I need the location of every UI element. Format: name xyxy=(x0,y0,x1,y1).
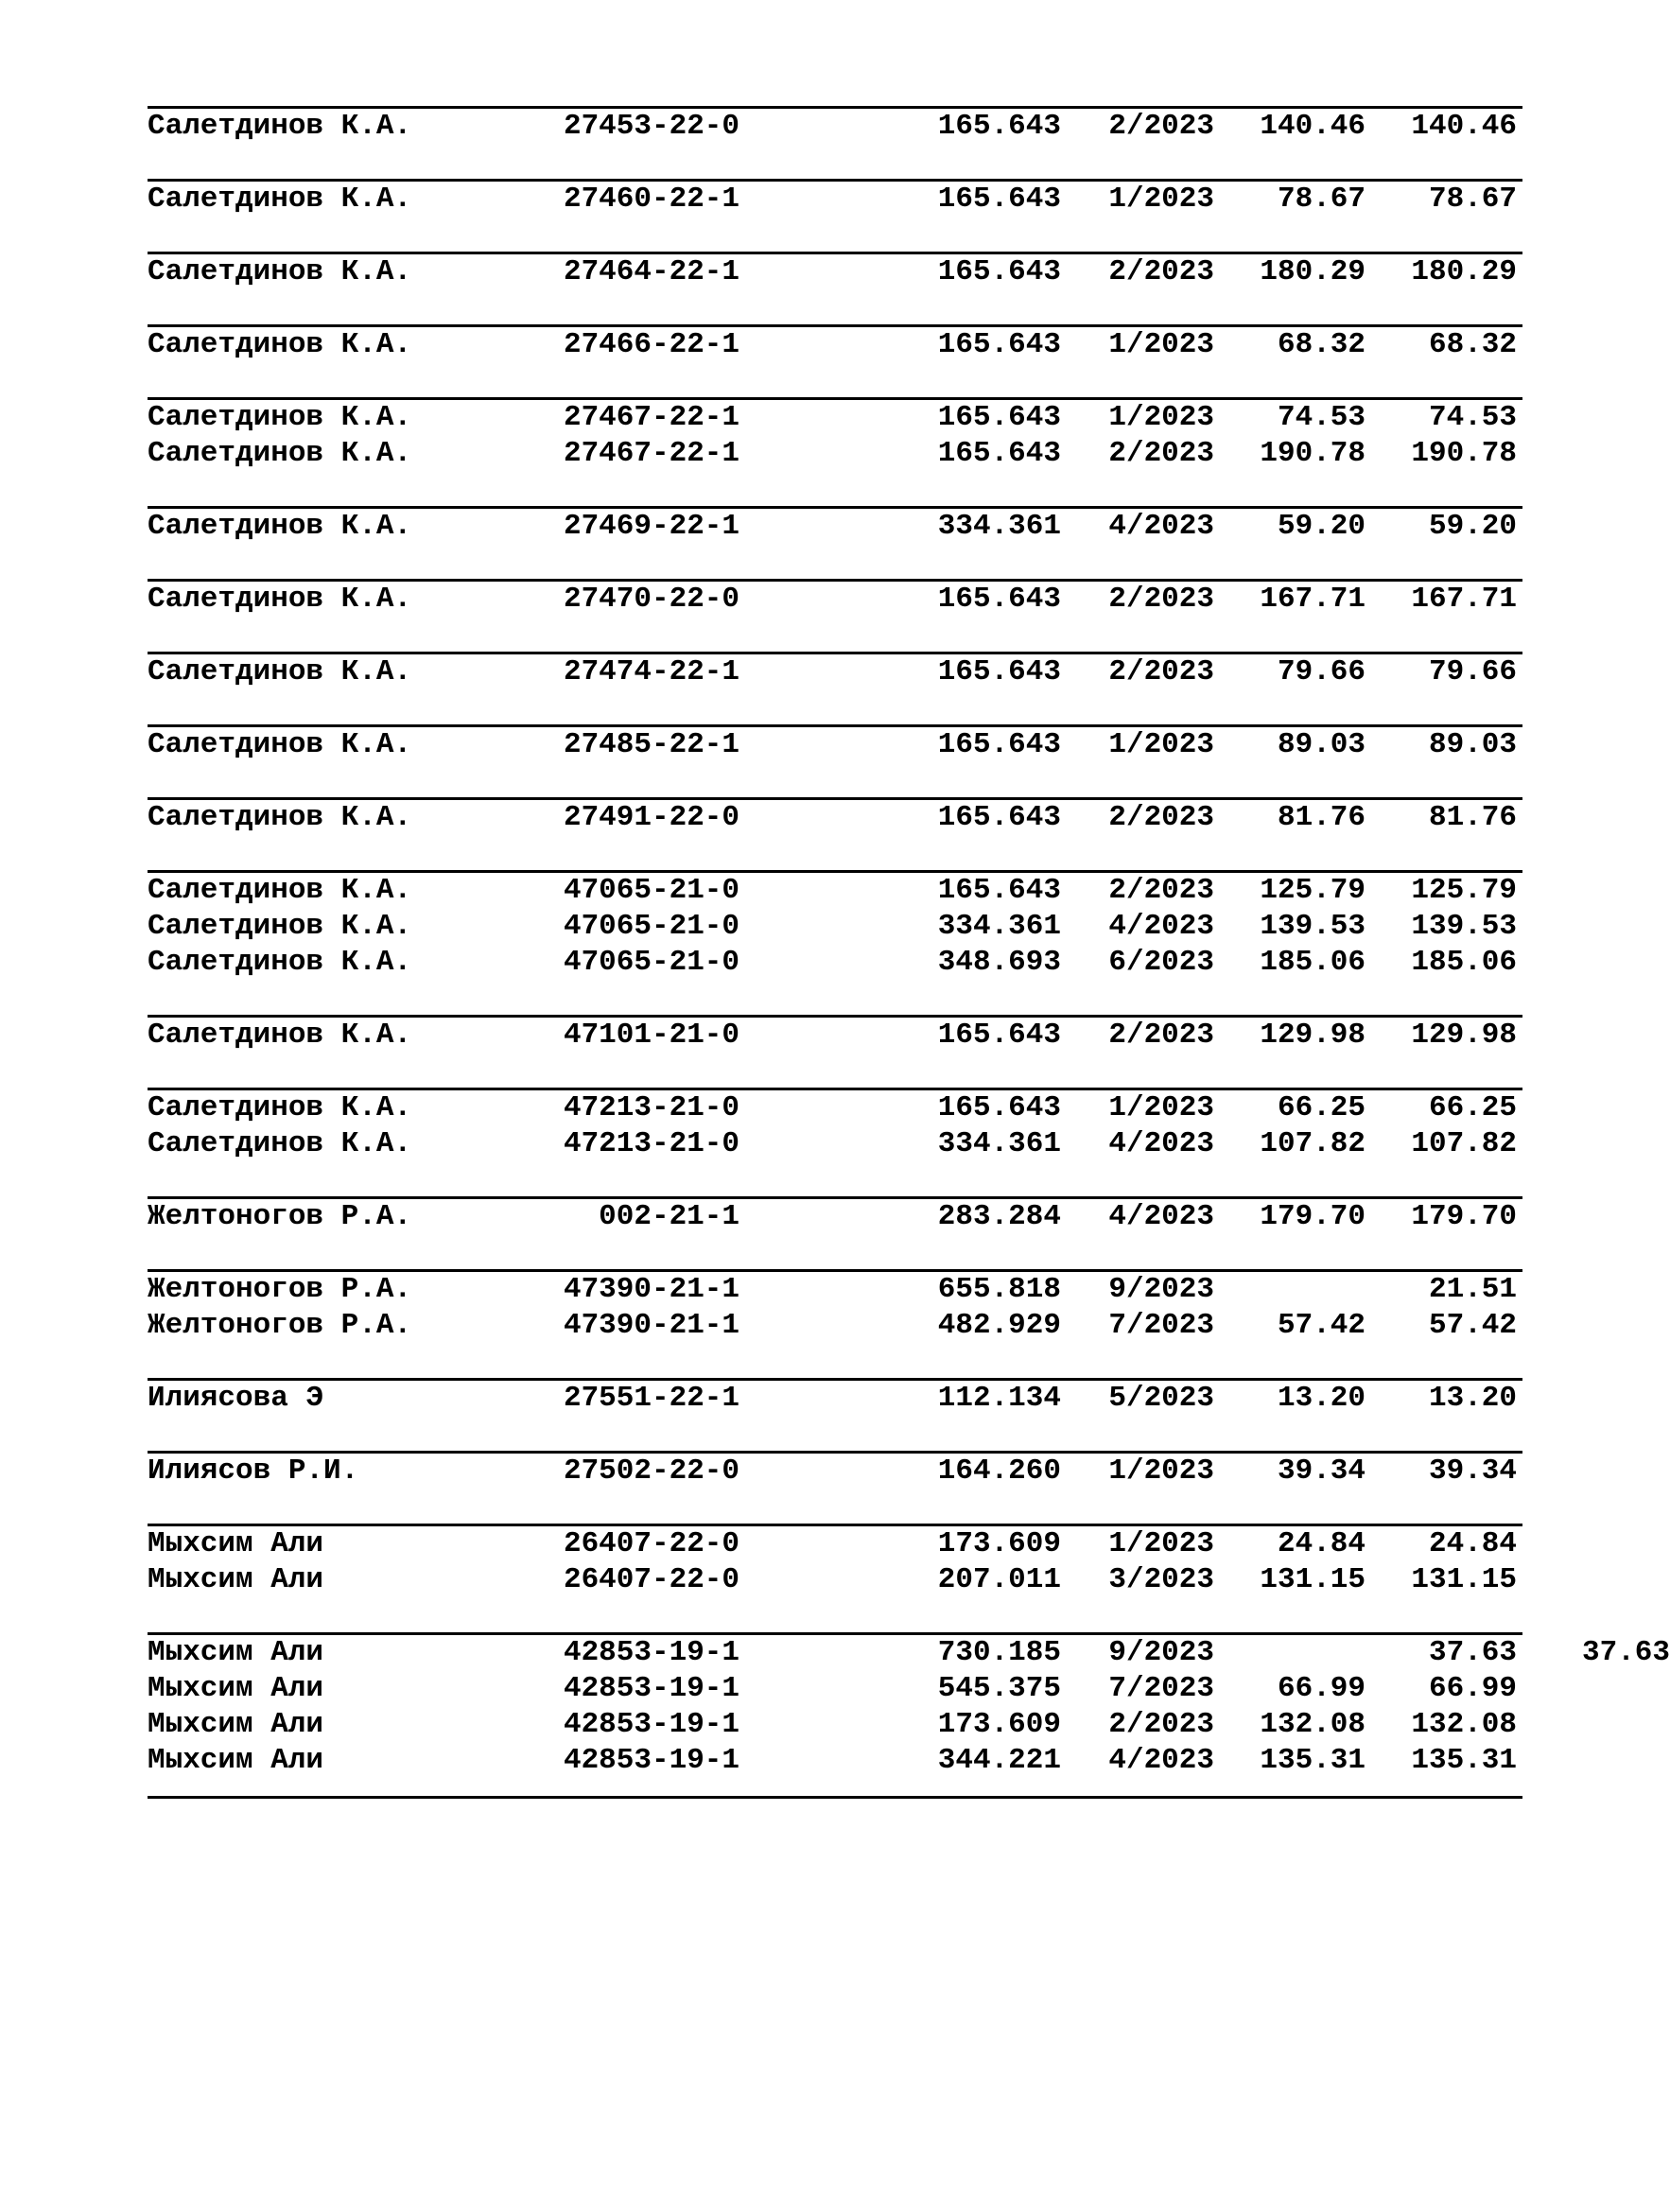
person-name: Мыхсим Али xyxy=(148,1672,324,1705)
record-group xyxy=(148,724,1522,763)
charged-amount: 39.34 xyxy=(1277,1454,1366,1488)
charged-amount: 107.82 xyxy=(1260,1127,1366,1160)
person-name: Салетдинов К.А. xyxy=(148,437,412,470)
total-amount: 39.34 xyxy=(1428,1454,1517,1488)
extra-amount: 37.63 xyxy=(1581,1636,1670,1669)
record-group xyxy=(148,1632,1670,1779)
account-number: 27474-22-1 xyxy=(563,655,739,688)
person-name: Салетдинов К.А. xyxy=(148,874,412,907)
total-amount: 68.32 xyxy=(1428,328,1517,361)
record-group xyxy=(148,579,1522,618)
charged-amount: 167.71 xyxy=(1260,583,1366,616)
table-row xyxy=(148,727,1522,763)
person-name: Мыхсим Али xyxy=(148,1708,324,1741)
account-number: 27467-22-1 xyxy=(563,401,739,434)
charged-amount: 78.67 xyxy=(1277,183,1366,216)
total-amount: 140.46 xyxy=(1411,110,1517,143)
table-row xyxy=(148,436,1522,472)
tariff-value: 334.361 xyxy=(937,510,1061,543)
charged-amount: 135.31 xyxy=(1260,1744,1366,1777)
tariff-value: 165.643 xyxy=(937,1091,1061,1124)
person-name: Салетдинов К.А. xyxy=(148,110,412,143)
billing-period: 2/2023 xyxy=(1108,1019,1214,1052)
table-row xyxy=(148,654,1522,690)
billing-period: 2/2023 xyxy=(1108,1708,1214,1741)
person-name: Салетдинов К.А. xyxy=(148,946,412,979)
tariff-value: 655.818 xyxy=(937,1273,1061,1306)
table-row xyxy=(148,254,1522,290)
account-number: 27466-22-1 xyxy=(563,328,739,361)
account-number: 47065-21-0 xyxy=(563,910,739,943)
table-row xyxy=(148,1454,1522,1489)
total-amount: 190.78 xyxy=(1411,437,1517,470)
charged-amount: 190.78 xyxy=(1260,437,1366,470)
person-name: Салетдинов К.А. xyxy=(148,510,412,543)
table-row xyxy=(148,400,1522,436)
billing-period: 2/2023 xyxy=(1108,655,1214,688)
account-number: 27491-22-0 xyxy=(563,801,739,834)
account-number: 27485-22-1 xyxy=(563,728,739,761)
billing-period: 1/2023 xyxy=(1108,401,1214,434)
total-amount: 57.42 xyxy=(1428,1309,1517,1342)
billing-period: 7/2023 xyxy=(1108,1672,1214,1705)
tariff-value: 344.221 xyxy=(937,1744,1061,1777)
account-number: 47213-21-0 xyxy=(563,1127,739,1160)
table-row xyxy=(148,1671,1522,1707)
tariff-value: 165.643 xyxy=(937,655,1061,688)
person-name: Желтоногов Р.А. xyxy=(148,1309,412,1342)
billing-period: 1/2023 xyxy=(1108,1091,1214,1124)
person-name: Салетдинов К.А. xyxy=(148,255,412,288)
billing-period: 9/2023 xyxy=(1108,1636,1214,1669)
billing-period: 2/2023 xyxy=(1108,437,1214,470)
tariff-value: 334.361 xyxy=(937,910,1061,943)
billing-period: 4/2023 xyxy=(1108,510,1214,543)
charged-amount: 140.46 xyxy=(1260,110,1366,143)
billing-period: 1/2023 xyxy=(1108,728,1214,761)
charged-amount: 57.42 xyxy=(1277,1309,1366,1342)
account-number: 27453-22-0 xyxy=(563,110,739,143)
total-amount: 13.20 xyxy=(1428,1382,1517,1415)
table-row xyxy=(148,1743,1522,1779)
tariff-value: 165.643 xyxy=(937,874,1061,907)
table-row xyxy=(148,327,1522,363)
tariff-value: 164.260 xyxy=(937,1454,1061,1488)
billing-period: 4/2023 xyxy=(1108,1200,1214,1233)
charged-amount: 66.99 xyxy=(1277,1672,1366,1705)
billing-period: 3/2023 xyxy=(1108,1563,1214,1596)
record-group xyxy=(148,652,1522,690)
billing-period: 2/2023 xyxy=(1108,874,1214,907)
record-group xyxy=(148,1524,1522,1598)
end-divider xyxy=(148,1796,1522,1799)
person-name: Салетдинов К.А. xyxy=(148,1127,412,1160)
total-amount: 167.71 xyxy=(1411,583,1517,616)
record-group xyxy=(148,1015,1522,1054)
tariff-value: 173.609 xyxy=(937,1527,1061,1560)
tariff-value: 165.643 xyxy=(937,801,1061,834)
tariff-value: 112.134 xyxy=(937,1382,1061,1415)
table-row xyxy=(148,873,1522,909)
charged-amount: 180.29 xyxy=(1260,255,1366,288)
table-row xyxy=(148,1018,1522,1054)
table-row xyxy=(148,182,1522,218)
charged-amount: 24.84 xyxy=(1277,1527,1366,1560)
charged-amount: 131.15 xyxy=(1260,1563,1366,1596)
account-number: 27502-22-0 xyxy=(563,1454,739,1488)
table-row xyxy=(148,109,1522,145)
billing-period: 2/2023 xyxy=(1108,110,1214,143)
tariff-value: 545.375 xyxy=(937,1672,1061,1705)
table-row xyxy=(148,945,1522,981)
tariff-value: 730.185 xyxy=(937,1636,1061,1669)
tariff-value: 165.643 xyxy=(937,728,1061,761)
total-amount: 135.31 xyxy=(1411,1744,1517,1777)
person-name: Мыхсим Али xyxy=(148,1563,324,1596)
tariff-value: 165.643 xyxy=(937,183,1061,216)
account-number: 26407-22-0 xyxy=(563,1527,739,1560)
charged-amount: 185.06 xyxy=(1260,946,1366,979)
total-amount: 81.76 xyxy=(1428,801,1517,834)
tariff-value: 165.643 xyxy=(937,110,1061,143)
tariff-value: 165.643 xyxy=(937,1019,1061,1052)
person-name: Салетдинов К.А. xyxy=(148,401,412,434)
person-name: Салетдинов К.А. xyxy=(148,655,412,688)
account-number: 27469-22-1 xyxy=(563,510,739,543)
tariff-value: 207.011 xyxy=(937,1563,1061,1596)
billing-period: 2/2023 xyxy=(1108,801,1214,834)
total-amount: 180.29 xyxy=(1411,255,1517,288)
table-row xyxy=(148,1526,1522,1562)
tariff-value: 165.643 xyxy=(937,328,1061,361)
tariff-value: 165.643 xyxy=(937,255,1061,288)
table-row xyxy=(148,800,1522,836)
account-number: 47065-21-0 xyxy=(563,874,739,907)
person-name: Салетдинов К.А. xyxy=(148,183,412,216)
total-amount: 66.25 xyxy=(1428,1091,1517,1124)
total-amount: 78.67 xyxy=(1428,183,1517,216)
billing-period: 2/2023 xyxy=(1108,583,1214,616)
person-name: Илиясов Р.И. xyxy=(148,1454,359,1488)
account-number: 42853-19-1 xyxy=(563,1672,739,1705)
charged-amount: 13.20 xyxy=(1277,1382,1366,1415)
billing-period: 4/2023 xyxy=(1108,1127,1214,1160)
table-row xyxy=(148,509,1522,545)
account-number: 47390-21-1 xyxy=(563,1309,739,1342)
charged-amount: 129.98 xyxy=(1260,1019,1366,1052)
person-name: Желтоногов Р.А. xyxy=(148,1200,412,1233)
record-group xyxy=(148,870,1522,981)
table-row xyxy=(148,1272,1522,1308)
billing-period: 2/2023 xyxy=(1108,255,1214,288)
table-row xyxy=(148,1707,1522,1743)
tariff-value: 165.643 xyxy=(937,583,1061,616)
account-number: 26407-22-0 xyxy=(563,1563,739,1596)
tariff-value: 482.929 xyxy=(937,1309,1061,1342)
person-name: Салетдинов К.А. xyxy=(148,1019,412,1052)
table-row xyxy=(148,1199,1522,1235)
charged-amount: 132.08 xyxy=(1260,1708,1366,1741)
charged-amount: 139.53 xyxy=(1260,910,1366,943)
tariff-value: 283.284 xyxy=(937,1200,1061,1233)
total-amount: 129.98 xyxy=(1411,1019,1517,1052)
table-row xyxy=(148,909,1522,945)
account-number: 42853-19-1 xyxy=(563,1744,739,1777)
billing-period: 9/2023 xyxy=(1108,1273,1214,1306)
person-name: Салетдинов К.А. xyxy=(148,1091,412,1124)
account-number: 47213-21-0 xyxy=(563,1091,739,1124)
billing-period: 1/2023 xyxy=(1108,183,1214,216)
total-amount: 179.70 xyxy=(1411,1200,1517,1233)
person-name: Мыхсим Али xyxy=(148,1527,324,1560)
charged-amount: 125.79 xyxy=(1260,874,1366,907)
person-name: Салетдинов К.А. xyxy=(148,801,412,834)
record-group xyxy=(148,252,1522,290)
table-row xyxy=(148,1562,1522,1598)
billing-period: 4/2023 xyxy=(1108,1744,1214,1777)
table-row xyxy=(148,1635,1670,1671)
tariff-value: 348.693 xyxy=(937,946,1061,979)
person-name: Салетдинов К.А. xyxy=(148,328,412,361)
total-amount: 79.66 xyxy=(1428,655,1517,688)
account-number: 42853-19-1 xyxy=(563,1636,739,1669)
person-name: Салетдинов К.А. xyxy=(148,728,412,761)
total-amount: 21.51 xyxy=(1428,1273,1517,1306)
record-group xyxy=(148,1088,1522,1162)
account-number: 27470-22-0 xyxy=(563,583,739,616)
charged-amount: 59.20 xyxy=(1277,510,1366,543)
billing-period: 1/2023 xyxy=(1108,1454,1214,1488)
total-amount: 185.06 xyxy=(1411,946,1517,979)
total-amount: 74.53 xyxy=(1428,401,1517,434)
billing-period: 7/2023 xyxy=(1108,1309,1214,1342)
charged-amount: 66.25 xyxy=(1277,1091,1366,1124)
record-group xyxy=(148,1451,1522,1489)
account-number: 27467-22-1 xyxy=(563,437,739,470)
account-number: 47390-21-1 xyxy=(563,1273,739,1306)
total-amount: 37.63 xyxy=(1428,1636,1517,1669)
charged-amount: 81.76 xyxy=(1277,801,1366,834)
report-table xyxy=(148,106,1670,1799)
tariff-value: 173.609 xyxy=(937,1708,1061,1741)
total-amount: 89.03 xyxy=(1428,728,1517,761)
charged-amount: 68.32 xyxy=(1277,328,1366,361)
charged-amount: 74.53 xyxy=(1277,401,1366,434)
total-amount: 59.20 xyxy=(1428,510,1517,543)
table-row xyxy=(148,1381,1522,1417)
record-group xyxy=(148,397,1522,472)
account-number: 27464-22-1 xyxy=(563,255,739,288)
account-number: 27460-22-1 xyxy=(563,183,739,216)
tariff-value: 165.643 xyxy=(937,401,1061,434)
record-group xyxy=(148,1196,1522,1235)
record-group xyxy=(148,106,1522,145)
record-group xyxy=(148,179,1522,218)
billing-period: 1/2023 xyxy=(1108,1527,1214,1560)
person-name: Салетдинов К.А. xyxy=(148,910,412,943)
account-number: 27551-22-1 xyxy=(563,1382,739,1415)
billing-period: 5/2023 xyxy=(1108,1382,1214,1415)
total-amount: 24.84 xyxy=(1428,1527,1517,1560)
account-number: 47101-21-0 xyxy=(563,1019,739,1052)
total-amount: 107.82 xyxy=(1411,1127,1517,1160)
record-group xyxy=(148,797,1522,836)
table-row xyxy=(148,1090,1522,1126)
total-amount: 125.79 xyxy=(1411,874,1517,907)
record-group xyxy=(148,1378,1522,1417)
account-number: 002-21-1 xyxy=(599,1200,739,1233)
person-name: Илиясова Э xyxy=(148,1382,324,1415)
total-amount: 132.08 xyxy=(1411,1708,1517,1741)
table-row xyxy=(148,1308,1522,1344)
charged-amount: 179.70 xyxy=(1260,1200,1366,1233)
total-amount: 66.99 xyxy=(1428,1672,1517,1705)
record-group xyxy=(148,1269,1522,1344)
total-amount: 139.53 xyxy=(1411,910,1517,943)
account-number: 47065-21-0 xyxy=(563,946,739,979)
record-group xyxy=(148,506,1522,545)
charged-amount: 89.03 xyxy=(1277,728,1366,761)
table-row xyxy=(148,582,1522,618)
billing-period: 4/2023 xyxy=(1108,910,1214,943)
tariff-value: 334.361 xyxy=(937,1127,1061,1160)
billing-period: 1/2023 xyxy=(1108,328,1214,361)
record-group xyxy=(148,324,1522,363)
person-name: Мыхсим Али xyxy=(148,1744,324,1777)
person-name: Мыхсим Али xyxy=(148,1636,324,1669)
total-amount: 131.15 xyxy=(1411,1563,1517,1596)
tariff-value: 165.643 xyxy=(937,437,1061,470)
account-number: 42853-19-1 xyxy=(563,1708,739,1741)
person-name: Салетдинов К.А. xyxy=(148,583,412,616)
charged-amount: 79.66 xyxy=(1277,655,1366,688)
table-row xyxy=(148,1126,1522,1162)
person-name: Желтоногов Р.А. xyxy=(148,1273,412,1306)
billing-period: 6/2023 xyxy=(1108,946,1214,979)
